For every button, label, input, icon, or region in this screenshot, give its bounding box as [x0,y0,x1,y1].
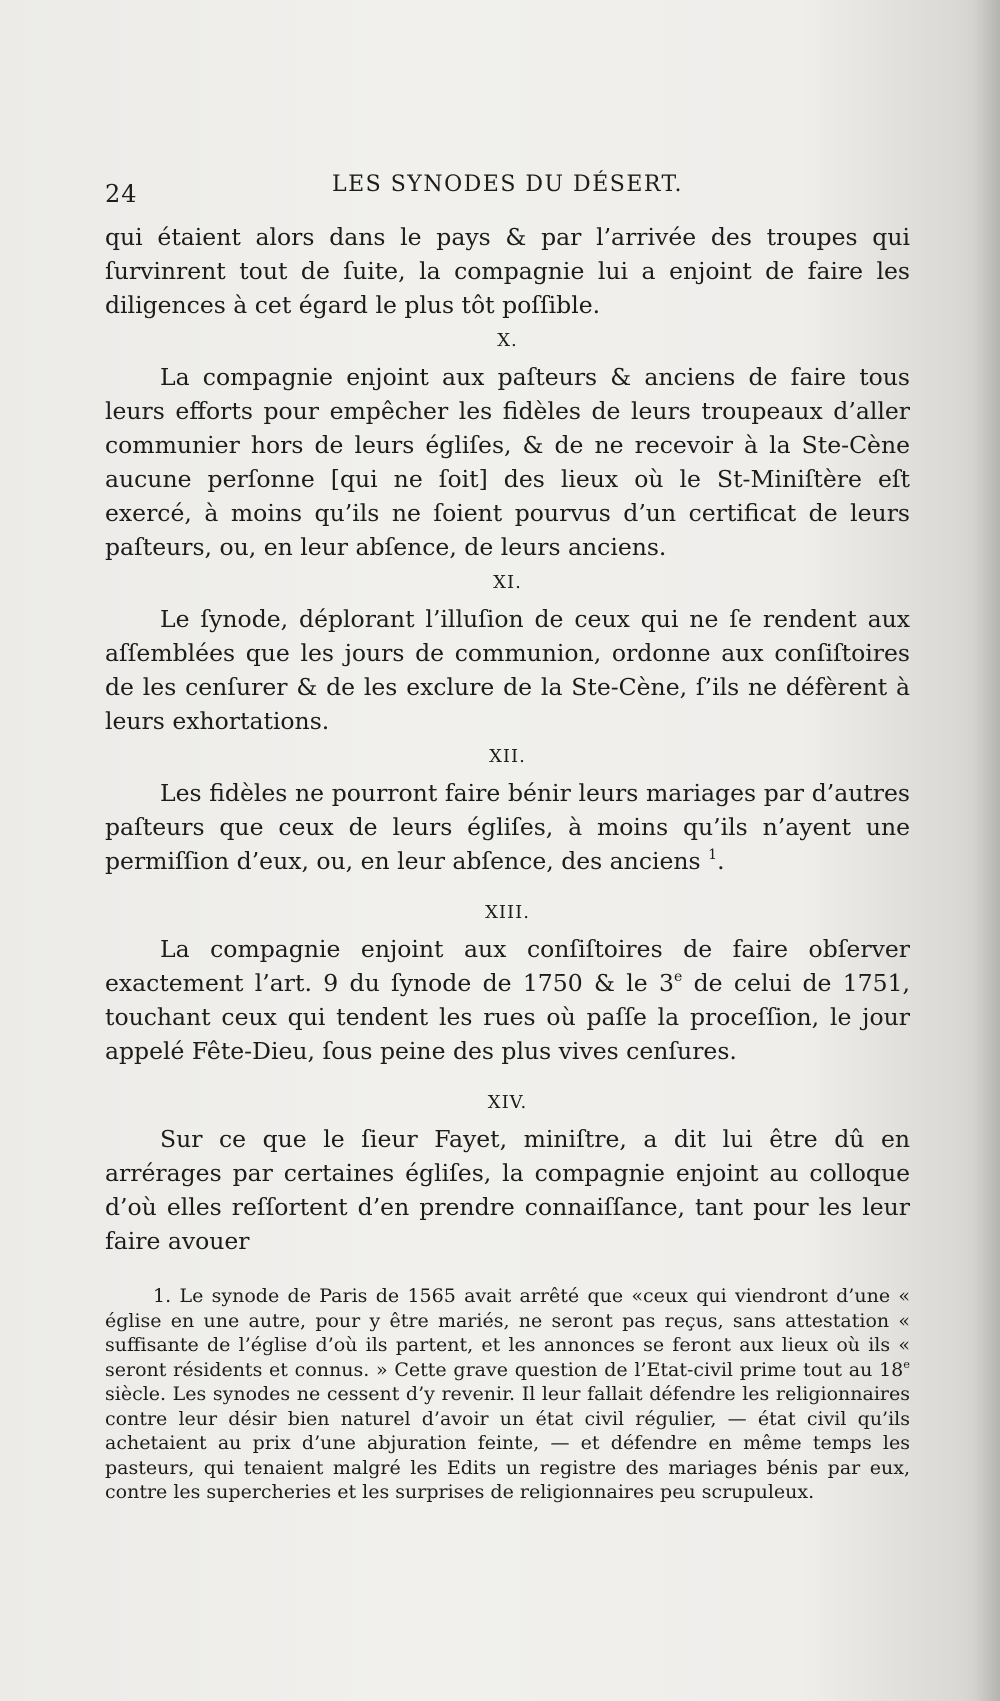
footnote-superscript: e [903,1356,910,1371]
article-heading-xii: XII. [489,746,526,767]
article-heading-xiii: XIII. [485,902,530,923]
ordinal-superscript: e [673,969,683,986]
paragraph-continuation: qui étaient alors dans le pays & par l’arrivée des troupes qui ſurvinrent tout de ſuite, la compagnie lui a enjoint de faire les diligences à cet égard le plus tôt poſſible. [105,223,910,319]
footnote-1 [105,1284,910,1505]
page-header [105,172,910,212]
article-xiii-part-b: de celui de 1751, touchant ceux qui tendent les rues où paſſe la proceſſion, le jour appelé Fête-Dieu, ſous peine des plus vives cenſures. [105,969,911,1065]
footnotes [105,1284,910,1505]
article-xii-end: . [717,847,725,875]
footnote-number: 1. [153,1285,172,1307]
article-heading-xiv: XIV. [487,1092,528,1113]
page-number: 24 [105,180,138,208]
article-xiv-text: Sur ce que le ſieur Fayet, miniſtre, a dit lui être dû en arrérages par certaines égliſes, la compagnie enjoint au colloque d’où elles reſſortent d’en prendre connaiſſance, tant pour les leur faire avouer [105,1125,910,1255]
body-text [105,220,910,1258]
article-xiii-part-a: La compagnie enjoint aux conſiſtoires de faire obſerver exactement l’art. 9 du ſynode de 1750 & le 3 [105,935,910,997]
article-xiii-text [105,932,910,1068]
footnote-text-a: Le synode de Paris de 1565 avait arrêté que «ceux qui viendront d’une « église en une autre, pour y être mariés, ne seront pas reçus, sans attestation « suffisante de l’église d’où ils partent, et les annonces se feront aux lieux où ils « seront résidents et connus. » Cette grave question de l’Etat-civil prime tout au 18 [105,1285,911,1381]
article-xii-body: Les fidèles ne pourront faire bénir leurs mariages par d’autres paſteurs que ceux de leurs égliſes, à moins qu’ils n’ayent une permiſſion d’eux, ou, en leur abſence, des anciens [105,779,910,875]
article-heading-xi: XI. [493,572,522,593]
page-edge-shadow [974,0,1000,1701]
footnote-text-b: siècle. Les synodes ne cessent d’y revenir. Il leur fallait défendre les religionnaires contre leur désir bien naturel d’avoir un état civil régulier, — état civil qu’ils achetaient au prix d’une abjuration feinte, — et défendre en même temps les pasteurs, qui tenaient malgré les Edits un registre des mariages bénis par eux, contre les supercheries et les surprises de religionnaires peu scrupuleux. [105,1383,910,1503]
article-heading-x: X. [497,330,518,351]
footnote-reference[interactable]: 1 [708,847,718,864]
running-title: LES SYNODES DU DÉSERT. [332,172,683,197]
article-x-text: La compagnie enjoint aux paſteurs & anciens de faire tous leurs efforts pour empêcher les fidèles de leurs troupeaux d’aller communier hors de leurs égliſes, & de ne recevoir à la Ste-Cène aucune perſonne [qui ne ſoit] des lieux où le St-Miniſtère eſt exercé, à moins qu’ils ne ſoient pourvus d’un certificat de leurs paſteurs, ou, en leur abſence, de leurs anciens. [105,363,910,561]
article-xi-text: Le ſynode, déplorant l’illuſion de ceux qui ne ſe rendent aux aſſemblées que les jours de communion, ordonne aux conſiſtoires de les cenſurer & de les exclure de la Ste-Cène, ſ’ils ne défèrent à leurs exhortations. [105,605,910,735]
article-xii-text [105,776,910,878]
